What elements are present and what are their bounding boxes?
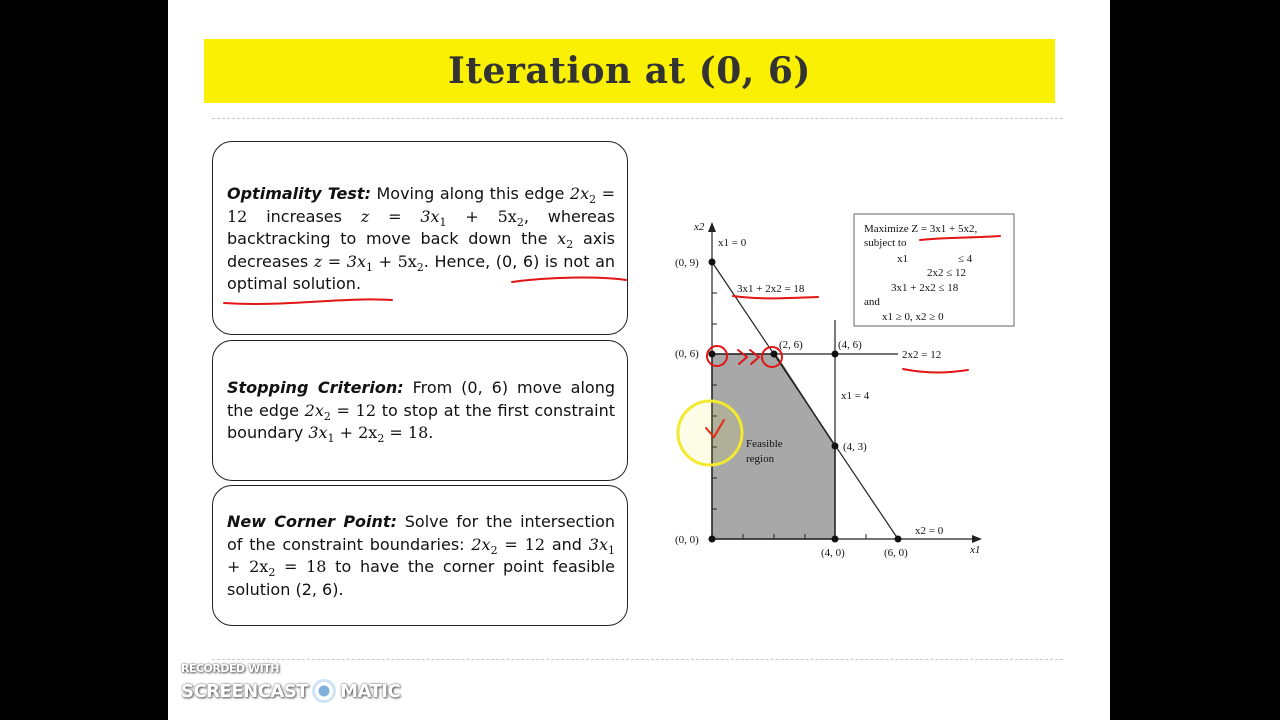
equation: $2x_2 = 12$ [471,534,546,557]
point-0-0 [709,536,716,543]
label-point-0-9: (0, 9) [675,257,699,269]
watermark-brand [181,679,400,703]
equation: $z = 3x_1 + 5x_2$ [313,251,424,274]
equation: $z = 3x_1 + 5x_2$ [360,206,524,229]
screencast-logo-icon [312,679,336,703]
line-label-x2-0: x2 = 0 [915,525,944,537]
text-run: . [428,423,434,442]
underline-2x2-12 [903,369,968,373]
watermark-brand-1: SCREENCAST [181,680,309,702]
text-run: to have the corner point feasible solution (2, 6). [227,557,616,599]
label-point-4-0: (4, 0) [821,547,845,559]
model-line-c1-right: ≤ 4 [958,253,973,265]
x2-axis-label: x2 [694,221,705,233]
point-6-0 [895,536,902,543]
point-2-6 [771,351,778,358]
line-label-3x1-2x2-18: 3x1 + 2x2 = 18 [737,283,805,295]
text-run: From (0, 6) move along the edge [227,378,615,420]
point-4-6 [832,351,839,358]
slide-title: Iteration at (0, 6) [448,50,811,92]
text-run: , whereas backtracking to move back down the [227,206,616,248]
model-line-c1-left: x1 [897,253,908,265]
line-label-2x2-12: 2x2 = 12 [902,349,942,361]
watermark-brand-2: MATIC [340,680,401,702]
feasible-label-1: Feasible [746,438,783,450]
new-corner-point-label: New Corner Point: [227,512,397,531]
point-0-6 [709,351,716,358]
label-point-6-0: (6, 0) [884,547,908,559]
model-line-and: and [864,296,880,308]
model-line-objective: Maximize Z = 3x1 + 5x2, [864,223,978,235]
slide [168,0,1110,720]
equation: $3x_1 + 2x_2 = 18$ [308,423,429,446]
feasible-region-diagram [168,0,1110,720]
label-point-0-0: (0, 0) [675,534,699,546]
text-run: Moving along this edge [370,184,570,203]
text-run: to stop at the first constraint boundary [227,400,616,442]
equation: $2x_2 = 12$ [304,400,377,423]
watermark-recorded: RECORDED WITH [181,662,279,675]
model-line-subject-to: subject to [864,237,907,249]
line-label-x1-0: x1 = 0 [718,237,747,249]
point-4-0 [832,536,839,543]
text-run: . Hence, (0, 6) is not an optimal solution. [227,251,616,293]
x2-axis-arrow-icon [708,222,716,232]
point-0-9 [709,259,716,266]
model-line-c2: 2x2 ≤ 12 [927,267,967,279]
equation: $3x_1 + 2x_2 = 18$ [227,534,615,580]
text-run: increases [247,206,361,226]
x1-axis-label: x1 [970,544,981,556]
text-run: axis decreases [227,229,616,271]
equation: $x_2$ [557,229,574,252]
stopping-criterion-label: Stopping Criterion: [227,378,404,397]
underline-not-optimal [224,299,392,304]
model-line-c3: 3x1 + 2x2 ≤ 18 [891,282,959,294]
x1-axis-arrow-icon [972,535,982,543]
equation: $2x_2 = 12$ [227,184,616,226]
feasible-label-2: region [746,453,775,465]
label-point-2-6: (2, 6) [779,339,803,351]
text-run: and [545,534,589,554]
underline-0-6 [512,278,626,282]
screencast-watermark [181,662,400,703]
cursor-highlight [678,401,742,465]
text-run: Solve for the intersection of the constraint boundaries: [227,512,615,554]
point-4-3 [832,443,839,450]
label-point-0-6: (0, 6) [675,348,699,360]
model-line-nonneg: x1 ≥ 0, x2 ≥ 0 [882,311,944,323]
optimality-test-label: Optimality Test: [227,184,371,203]
label-point-4-6: (4, 6) [838,339,862,351]
underline-constraint-3 [733,296,818,298]
label-point-4-3: (4, 3) [843,441,867,453]
line-label-x1-4: x1 = 4 [841,390,870,402]
